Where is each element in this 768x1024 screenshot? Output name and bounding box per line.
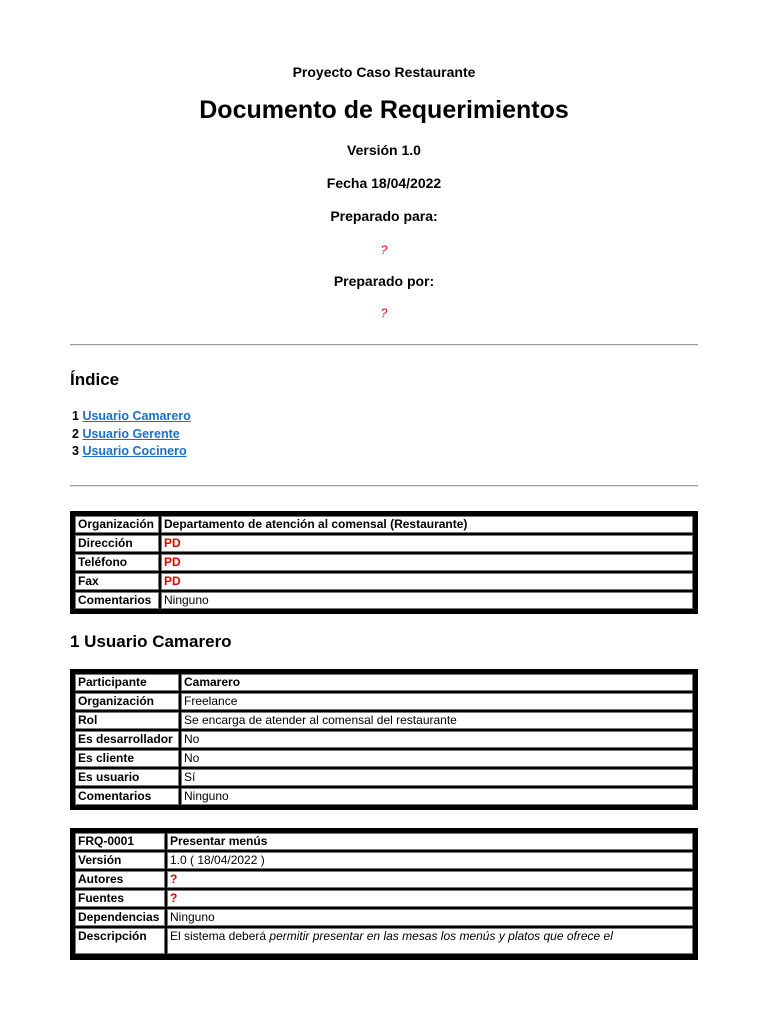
toc-item-number: 2 bbox=[72, 426, 79, 441]
row-label: Fax bbox=[75, 573, 159, 590]
row-value: 1.0 ( 18/04/2022 ) bbox=[167, 852, 693, 869]
table-row bbox=[75, 592, 693, 609]
prepared-for-value: ? bbox=[380, 243, 388, 257]
row-label: Dependencias bbox=[75, 909, 165, 926]
prepared-for-label: Preparado para: bbox=[330, 208, 438, 224]
description-italic-text: permitir presentar en las mesas los menús y platos que ofrece el bbox=[269, 929, 613, 943]
row-value: No bbox=[181, 750, 693, 767]
table-row bbox=[75, 769, 693, 786]
table-row bbox=[75, 731, 693, 748]
toc-item-number: 1 bbox=[72, 409, 79, 423]
row-value: PD bbox=[161, 535, 693, 552]
document-version: Versión 1.0 bbox=[347, 142, 421, 158]
toc-item-number: 3 bbox=[72, 444, 79, 458]
participant-table bbox=[70, 669, 698, 810]
row-value: Departamento de atención al comensal (Restaurante) bbox=[161, 516, 693, 533]
row-value: Camarero bbox=[181, 674, 693, 691]
row-label: Organización bbox=[75, 516, 159, 533]
row-label: Fuentes bbox=[75, 890, 165, 907]
row-label: Comentarios bbox=[75, 788, 179, 805]
row-value: No bbox=[181, 731, 693, 748]
table-row bbox=[75, 890, 693, 907]
toc-link-usuario-gerente[interactable]: Usuario Gerente bbox=[82, 426, 180, 441]
table-row bbox=[75, 554, 693, 571]
requirement-table bbox=[70, 828, 698, 960]
table-row bbox=[75, 573, 693, 590]
row-label: Autores bbox=[75, 871, 165, 888]
project-name: Proyecto Caso Restaurante bbox=[292, 64, 476, 80]
row-label: Organización bbox=[75, 693, 179, 710]
row-value: PD bbox=[161, 573, 693, 590]
toc-link-usuario-camarero[interactable]: Usuario Camarero bbox=[82, 409, 191, 423]
index-heading: Índice bbox=[70, 370, 120, 389]
prepared-by-value: ? bbox=[380, 306, 388, 320]
organization-table bbox=[70, 511, 698, 614]
table-row bbox=[75, 535, 693, 552]
table-row bbox=[75, 693, 693, 710]
prepared-by-label: Preparado por: bbox=[333, 273, 435, 289]
row-value: Presentar menús bbox=[167, 833, 693, 850]
divider bbox=[70, 485, 698, 487]
row-value bbox=[167, 928, 693, 954]
row-label: Comentarios bbox=[75, 592, 159, 609]
row-value: ? bbox=[167, 890, 693, 907]
row-label: FRQ-0001 bbox=[75, 833, 165, 850]
toc-item bbox=[72, 443, 191, 461]
row-label: Es usuario bbox=[75, 769, 179, 786]
toc-link-usuario-cocinero[interactable]: Usuario Cocinero bbox=[82, 444, 187, 458]
row-value: Ninguno bbox=[167, 909, 693, 926]
document-title: Documento de Requerimientos bbox=[199, 96, 569, 124]
toc-item bbox=[72, 408, 191, 426]
row-label: Versión bbox=[75, 852, 165, 869]
description-text: El sistema deberá bbox=[170, 929, 270, 943]
row-label: Rol bbox=[75, 712, 179, 729]
table-of-contents bbox=[72, 408, 191, 461]
toc-item bbox=[72, 426, 191, 444]
row-value: PD bbox=[161, 554, 693, 571]
row-value: ? bbox=[167, 871, 693, 888]
row-label: Teléfono bbox=[75, 554, 159, 571]
row-value: Ninguno bbox=[181, 788, 693, 805]
row-value: Se encarga de atender al comensal del restaurante bbox=[181, 712, 693, 729]
document-date: Fecha 18/04/2022 bbox=[326, 175, 442, 191]
table-row bbox=[75, 516, 693, 533]
table-row bbox=[75, 750, 693, 767]
row-label: Es desarrollador bbox=[75, 731, 179, 748]
table-row bbox=[75, 833, 693, 850]
table-row bbox=[75, 674, 693, 691]
row-value: Sí bbox=[181, 769, 693, 786]
row-label: Dirección bbox=[75, 535, 159, 552]
section-heading: 1 Usuario Camarero bbox=[70, 632, 232, 651]
table-row bbox=[75, 909, 693, 926]
table-row bbox=[75, 871, 693, 888]
row-label: Descripción bbox=[75, 928, 165, 954]
table-row bbox=[75, 928, 693, 954]
divider bbox=[70, 344, 698, 346]
row-label: Participante bbox=[75, 674, 179, 691]
row-value: Freelance bbox=[181, 693, 693, 710]
row-value: Ninguno bbox=[161, 592, 693, 609]
table-row bbox=[75, 788, 693, 805]
table-row bbox=[75, 852, 693, 869]
table-row bbox=[75, 712, 693, 729]
row-label: Es cliente bbox=[75, 750, 179, 767]
